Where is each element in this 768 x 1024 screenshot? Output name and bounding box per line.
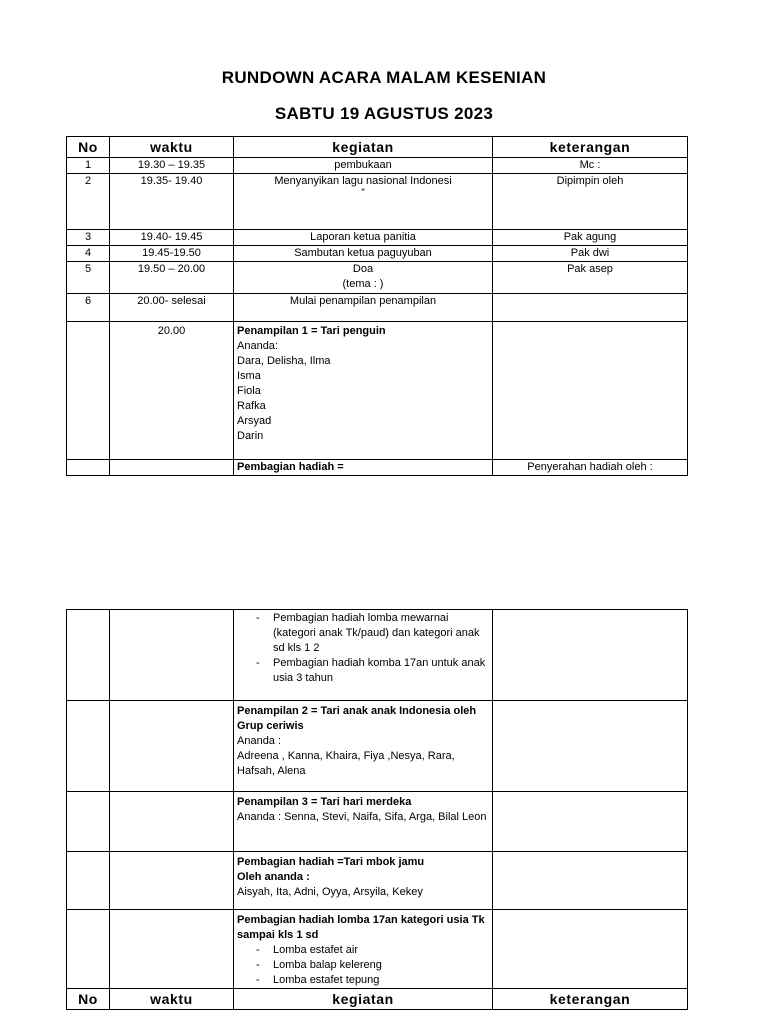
cell-no: [67, 701, 110, 792]
list-item: - Lomba estafet tepung: [253, 973, 489, 988]
performance-heading: Penampilan 2 = Tari anak anak Indonesia oleh Grup ceriwis: [237, 705, 477, 732]
table-row: [67, 322, 688, 460]
header-kegiatan: kegiatan: [234, 137, 493, 158]
kegiatan-note: ”: [361, 187, 365, 199]
cell-kegiatan: [234, 174, 493, 230]
table-row: [67, 852, 688, 910]
performance-heading: Pembagian hadiah =Tari mbok jamu: [237, 856, 425, 868]
cell-waktu: 19.45-19.50: [110, 246, 234, 262]
cell-waktu: [110, 792, 234, 852]
cell-no: 1: [67, 158, 110, 174]
cell-no: [67, 322, 110, 460]
table-row: [67, 230, 688, 246]
cell-no: 6: [67, 294, 110, 322]
performance-line: Dara, Delisha, Ilma: [237, 355, 331, 367]
cell-no: [67, 910, 110, 989]
performance-line: Fiola: [237, 385, 261, 397]
table-row: [67, 792, 688, 852]
document-date: SABTU 19 AGUSTUS 2023: [274, 104, 494, 123]
cell-kegiatan: [234, 910, 493, 989]
cell-keterangan: Pak dwi: [493, 246, 688, 262]
rundown-table-1: [66, 136, 688, 476]
performance-heading: Pembagian hadiah lomba 17an kategori usia Tk sampai kls 1 sd: [237, 914, 485, 941]
table-row: [67, 294, 688, 322]
performance-line: Darin: [237, 430, 264, 442]
lomba-list: [237, 943, 489, 988]
cell-kegiatan: [234, 852, 493, 910]
cell-keterangan: [493, 910, 688, 989]
performance-line: Rafka: [237, 400, 266, 412]
cell-no: [67, 852, 110, 910]
cell-no: [67, 460, 110, 476]
table-row: [67, 701, 688, 792]
performance-line: Ananda : Senna, Stevi, Naifa, Sifa, Arga, Bilal Leon: [237, 811, 487, 823]
table-row: [67, 910, 688, 989]
list-item: - Pembagian hadiah lomba mewarnai (kategori anak Tk/paud) dan kategori anak sd kls 1 2: [253, 611, 489, 656]
performance-line: Aisyah, Ita, Adni, Oyya, Arsyila, Kekey: [237, 886, 423, 898]
cell-kegiatan: Pembagian hadiah =: [234, 460, 493, 476]
cell-keterangan: [493, 294, 688, 322]
rundown-table-2: [66, 609, 688, 1010]
cell-no: [67, 610, 110, 701]
cell-waktu: [110, 852, 234, 910]
table-row: [67, 460, 688, 476]
cell-waktu: 19.40- 19.45: [110, 230, 234, 246]
cell-waktu: [110, 910, 234, 989]
performance-heading: Penampilan 1 = Tari penguin: [237, 325, 386, 337]
table-row: [67, 262, 688, 294]
cell-waktu: 19.30 – 19.35: [110, 158, 234, 174]
awards-list: [237, 611, 489, 686]
cell-kegiatan: [234, 701, 493, 792]
cell-keterangan: [493, 701, 688, 792]
kegiatan-text: Menyanyikan lagu nasional Indonesi: [274, 175, 452, 187]
kegiatan-text: Doa: [352, 263, 374, 275]
document-title: RUNDOWN ACARA MALAM KESENIAN: [221, 68, 547, 87]
table-header-row: [67, 137, 688, 158]
header-waktu: waktu: [110, 137, 234, 158]
cell-kegiatan: Sambutan ketua paguyuban: [234, 246, 493, 262]
cell-keterangan: Mc :: [493, 158, 688, 174]
cell-keterangan: Dipimpin oleh: [493, 174, 688, 230]
cell-keterangan: [493, 610, 688, 701]
cell-kegiatan: [234, 322, 493, 460]
cell-keterangan: Pak agung: [493, 230, 688, 246]
cell-waktu: 19.50 – 20.00: [110, 262, 234, 294]
cell-kegiatan: pembukaan: [234, 158, 493, 174]
cell-keterangan: [493, 852, 688, 910]
table-row: [67, 246, 688, 262]
table-row: [67, 174, 688, 230]
cell-kegiatan: Laporan ketua panitia: [234, 230, 493, 246]
list-item: - Lomba estafet air: [253, 943, 489, 958]
cell-no: 5: [67, 262, 110, 294]
cell-kegiatan: [234, 262, 493, 294]
cell-keterangan: [493, 322, 688, 460]
kegiatan-note: (tema : ): [342, 278, 384, 290]
header-keterangan: keterangan: [493, 137, 688, 158]
table-row: [67, 610, 688, 701]
table-row: [67, 158, 688, 174]
cell-waktu: 19.35- 19.40: [110, 174, 234, 230]
performance-subheading: Oleh ananda :: [237, 871, 310, 883]
cell-waktu: [110, 610, 234, 701]
cell-keterangan: Penyerahan hadiah oleh :: [493, 460, 688, 476]
cell-no: 4: [67, 246, 110, 262]
performance-line: Isma: [237, 370, 261, 382]
header-keterangan: keterangan: [493, 989, 688, 1010]
table-header-row: [67, 989, 688, 1010]
list-item: - Lomba balap kelereng: [253, 958, 489, 973]
header-waktu: waktu: [110, 989, 234, 1010]
cell-no: 3: [67, 230, 110, 246]
header-no: No: [67, 989, 110, 1010]
performance-heading: Penampilan 3 = Tari hari merdeka: [237, 796, 412, 808]
header-no: No: [67, 137, 110, 158]
cell-kegiatan: [234, 792, 493, 852]
header-kegiatan: kegiatan: [234, 989, 493, 1010]
cell-waktu: [110, 460, 234, 476]
performance-line: Ananda:: [237, 340, 278, 352]
cell-waktu: [110, 701, 234, 792]
cell-waktu: 20.00- selesai: [110, 294, 234, 322]
list-item: - Pembagian hadiah komba 17an untuk anak usia 3 tahun: [253, 656, 489, 686]
performance-line: Ananda :: [237, 735, 282, 747]
cell-keterangan: Pak asep: [493, 262, 688, 294]
cell-no: [67, 792, 110, 852]
performance-line: Arsyad: [237, 415, 272, 427]
cell-keterangan: [493, 792, 688, 852]
cell-waktu: 20.00: [110, 322, 234, 460]
cell-kegiatan: Mulai penampilan penampilan: [234, 294, 493, 322]
performance-line: Adreena , Kanna, Khaira, Fiya ,Nesya, Rara, Hafsah, Alena: [237, 750, 455, 777]
cell-kegiatan: [234, 610, 493, 701]
cell-no: 2: [67, 174, 110, 230]
